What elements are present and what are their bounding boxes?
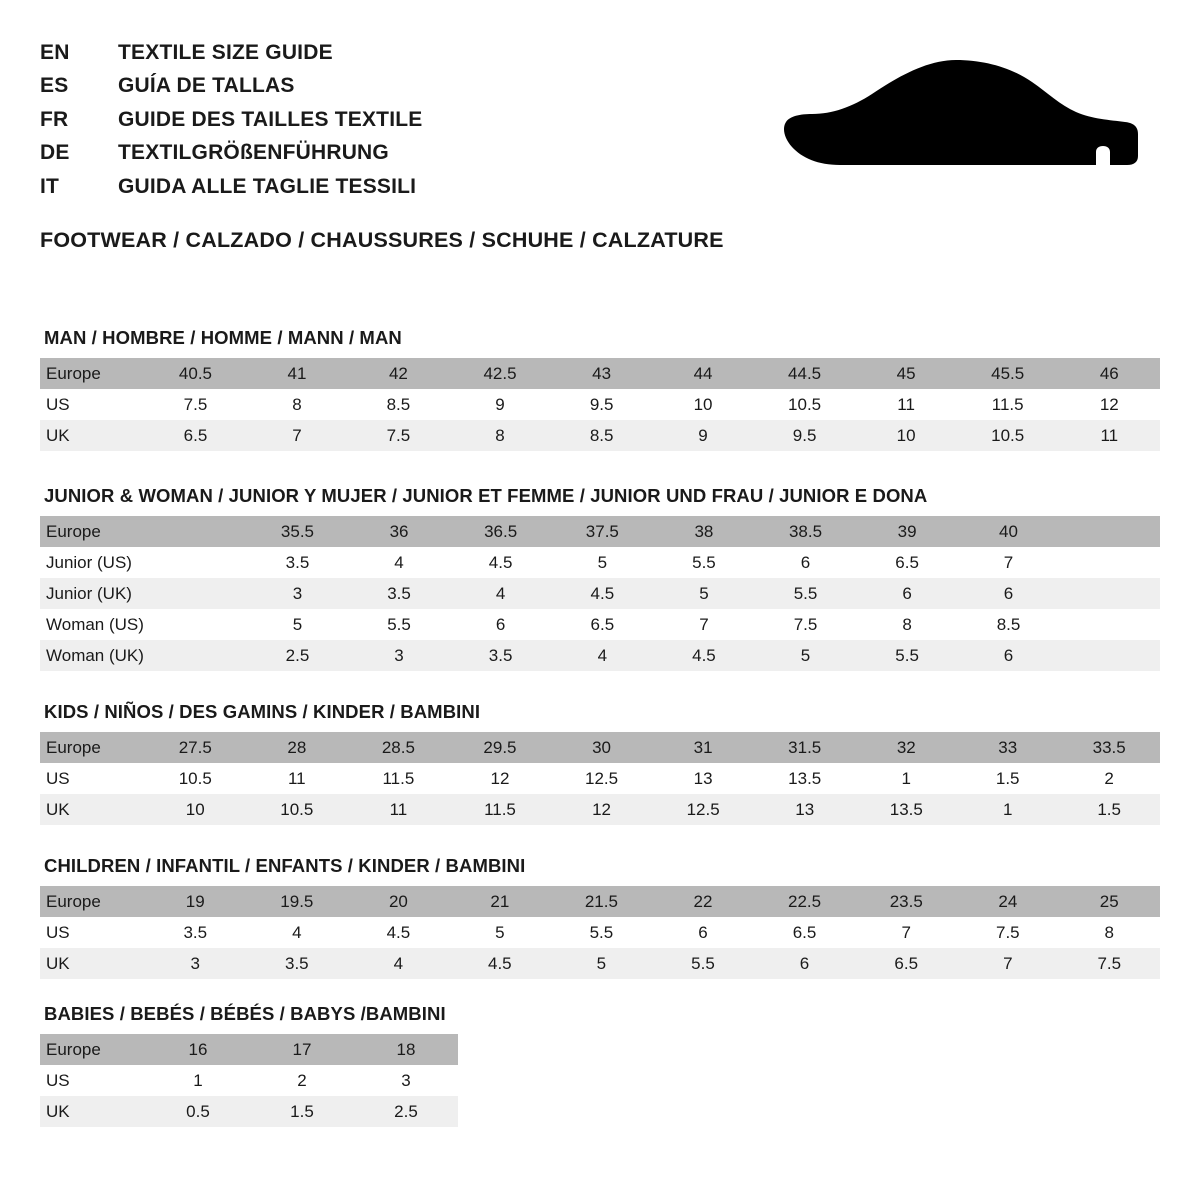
page-header <box>40 34 1160 202</box>
cell: 12 <box>551 794 653 825</box>
cell: 13 <box>652 763 754 794</box>
cell: 21 <box>449 886 550 917</box>
cell: 1.5 <box>250 1096 354 1127</box>
cell: 3.5 <box>145 917 246 948</box>
cell: 12 <box>449 763 551 794</box>
row-label: UK <box>40 794 144 825</box>
size-table-children <box>40 886 1160 979</box>
cell: 13.5 <box>856 794 958 825</box>
cell: 10.5 <box>754 389 856 420</box>
row-label: US <box>40 763 144 794</box>
cell: 8 <box>1059 917 1160 948</box>
cell: 44 <box>652 358 753 389</box>
cell: 22 <box>652 886 753 917</box>
cell: 10 <box>144 794 246 825</box>
cell: 42.5 <box>449 358 551 389</box>
cell: 13 <box>754 794 856 825</box>
table-row <box>40 547 1160 578</box>
cell: 19 <box>145 886 246 917</box>
cell: 36 <box>348 516 449 547</box>
cell: 6 <box>450 609 552 640</box>
cell: 40 <box>958 516 1059 547</box>
language-title: TEXTILGRÖßENFÜHRUNG <box>118 141 389 165</box>
cell <box>146 516 247 547</box>
cell: 1 <box>957 794 1058 825</box>
language-code: ES <box>40 74 69 98</box>
language-row <box>40 71 422 101</box>
row-label: US <box>40 1065 146 1096</box>
category-title: FOOTWEAR / CALZADO / CHAUSSURES / SCHUHE / CALZATURE <box>40 228 724 253</box>
cell: 33.5 <box>1058 732 1160 763</box>
size-table-man <box>40 358 1160 451</box>
cell: 3.5 <box>348 578 449 609</box>
cell <box>1059 516 1160 547</box>
cell: 7 <box>653 609 754 640</box>
cell: 43 <box>551 358 652 389</box>
cell: 45 <box>855 358 956 389</box>
language-title: TEXTILE SIZE GUIDE <box>118 41 333 64</box>
cell: 9.5 <box>754 420 856 451</box>
language-code: EN <box>40 41 70 64</box>
cell: 12 <box>1059 389 1160 420</box>
cell: 8.5 <box>551 420 652 451</box>
cell: 10 <box>652 389 753 420</box>
dress-shoe-icon <box>780 52 1140 202</box>
cell: 29.5 <box>449 732 551 763</box>
cell: 8 <box>449 420 551 451</box>
language-title: GUÍA DE TALLAS <box>118 74 295 98</box>
cell: 4.5 <box>449 948 550 979</box>
language-code: IT <box>40 174 60 198</box>
cell: 42 <box>348 358 449 389</box>
cell: 5.5 <box>348 609 449 640</box>
section-title: JUNIOR & WOMAN / JUNIOR Y MUJER / JUNIOR ET FEMME / JUNIOR UND FRAU / JUNIOR E DONA <box>44 485 928 507</box>
cell: 30 <box>551 732 653 763</box>
cell: 13.5 <box>754 763 856 794</box>
cell: 45.5 <box>957 358 1059 389</box>
cell: 4.5 <box>348 917 449 948</box>
cell: 2.5 <box>354 1096 458 1127</box>
cell: 39 <box>856 516 957 547</box>
cell: 6 <box>652 917 753 948</box>
cell: 27.5 <box>144 732 246 763</box>
table-row <box>40 609 1160 640</box>
language-code: FR <box>40 107 69 131</box>
row-label: Europe <box>40 1034 146 1065</box>
row-label: Woman (US) <box>40 609 146 640</box>
cell: 7.5 <box>145 389 247 420</box>
language-row <box>40 138 422 168</box>
cell: 7.5 <box>957 917 1058 948</box>
cell: 7 <box>957 948 1058 979</box>
cell <box>146 609 247 640</box>
cell: 3 <box>247 578 349 609</box>
section-babies <box>40 1003 1160 1127</box>
cell: 31 <box>652 732 754 763</box>
cell: 8 <box>246 389 347 420</box>
cell: 5 <box>449 917 550 948</box>
cell: 0.5 <box>146 1096 250 1127</box>
section-title: CHILDREN / INFANTIL / ENFANTS / KINDER / BAMBINI <box>44 855 526 877</box>
row-label: UK <box>40 420 145 451</box>
table-row <box>40 516 1160 547</box>
language-title: GUIDA ALLE TAGLIE TESSILI <box>118 174 417 198</box>
section-man <box>40 327 1160 451</box>
cell: 4 <box>348 948 449 979</box>
cell: 11 <box>1059 420 1160 451</box>
cell: 4 <box>551 640 653 671</box>
cell: 8 <box>856 609 957 640</box>
table-row <box>40 732 1160 763</box>
cell: 1.5 <box>957 763 1058 794</box>
cell: 5 <box>551 948 653 979</box>
cell <box>1059 640 1160 671</box>
cell: 19.5 <box>246 886 348 917</box>
cell: 41 <box>246 358 347 389</box>
cell: 1.5 <box>1058 794 1160 825</box>
cell: 9 <box>449 389 551 420</box>
language-title-list <box>40 34 422 202</box>
cell: 6.5 <box>856 547 957 578</box>
cell: 11 <box>348 794 450 825</box>
cell <box>146 640 247 671</box>
row-label: UK <box>40 948 145 979</box>
size-table-babies <box>40 1034 458 1127</box>
language-title: GUIDE DES TAILLES TEXTILE <box>118 107 423 131</box>
cell: 7 <box>958 547 1059 578</box>
section-junior-woman <box>40 485 1160 671</box>
cell: 4.5 <box>653 640 754 671</box>
cell: 6 <box>958 640 1059 671</box>
cell: 6 <box>856 578 957 609</box>
cell: 5 <box>247 609 349 640</box>
cell: 11 <box>855 389 956 420</box>
row-label: Europe <box>40 516 146 547</box>
table-row <box>40 1065 458 1096</box>
cell <box>1059 609 1160 640</box>
cell: 7 <box>855 917 957 948</box>
row-label: Woman (UK) <box>40 640 146 671</box>
cell: 5.5 <box>653 547 754 578</box>
cell: 12.5 <box>652 794 754 825</box>
language-code: DE <box>40 141 70 165</box>
cell: 8.5 <box>348 389 449 420</box>
cell: 21.5 <box>551 886 653 917</box>
cell: 28 <box>246 732 348 763</box>
cell: 37.5 <box>551 516 653 547</box>
table-row <box>40 794 1160 825</box>
cell: 23.5 <box>855 886 957 917</box>
row-label: US <box>40 389 145 420</box>
cell: 11 <box>246 763 348 794</box>
cell: 44.5 <box>754 358 856 389</box>
cell: 22.5 <box>754 886 856 917</box>
cell: 40.5 <box>145 358 247 389</box>
cell: 3.5 <box>246 948 348 979</box>
cell: 2 <box>250 1065 354 1096</box>
cell: 3 <box>348 640 449 671</box>
cell: 38.5 <box>755 516 857 547</box>
cell: 18 <box>354 1034 458 1065</box>
cell: 7.5 <box>1059 948 1160 979</box>
section-title: KIDS / NIÑOS / DES GAMINS / KINDER / BAMBINI <box>44 701 481 723</box>
row-label: Junior (UK) <box>40 578 146 609</box>
row-label: US <box>40 917 145 948</box>
section-title: MAN / HOMBRE / HOMME / MANN / MAN <box>44 327 402 349</box>
cell: 25 <box>1059 886 1160 917</box>
cell <box>1059 578 1160 609</box>
size-table-junior-woman <box>40 516 1160 671</box>
section-title: BABIES / BEBÉS / BÉBÉS / BABYS /BAMBINI <box>44 1003 446 1025</box>
row-label: Europe <box>40 886 145 917</box>
table-row <box>40 886 1160 917</box>
cell: 4 <box>348 547 449 578</box>
cell: 33 <box>957 732 1058 763</box>
table-row <box>40 389 1160 420</box>
cell: 2 <box>1058 763 1160 794</box>
cell: 4 <box>450 578 552 609</box>
cell: 9 <box>652 420 753 451</box>
cell: 12.5 <box>551 763 653 794</box>
row-label: UK <box>40 1096 146 1127</box>
table-row <box>40 420 1160 451</box>
table-row <box>40 763 1160 794</box>
cell: 5 <box>551 547 653 578</box>
cell: 6.5 <box>551 609 653 640</box>
cell: 32 <box>856 732 958 763</box>
cell: 28.5 <box>348 732 450 763</box>
language-row <box>40 105 422 135</box>
row-label: Europe <box>40 732 144 763</box>
cell: 5.5 <box>652 948 753 979</box>
cell <box>146 547 247 578</box>
table-row <box>40 948 1160 979</box>
table-row <box>40 578 1160 609</box>
cell: 36.5 <box>450 516 552 547</box>
cell: 24 <box>957 886 1058 917</box>
cell: 17 <box>250 1034 354 1065</box>
cell: 11.5 <box>449 794 551 825</box>
cell: 3.5 <box>450 640 552 671</box>
table-row <box>40 1096 458 1127</box>
row-label: Europe <box>40 358 145 389</box>
cell: 7 <box>246 420 347 451</box>
table-row <box>40 358 1160 389</box>
cell: 1 <box>146 1065 250 1096</box>
cell: 9.5 <box>551 389 652 420</box>
cell <box>1059 547 1160 578</box>
cell: 5 <box>653 578 754 609</box>
cell: 7.5 <box>755 609 857 640</box>
section-kids <box>40 701 1160 825</box>
size-table-kids <box>40 732 1160 825</box>
cell: 16 <box>146 1034 250 1065</box>
cell: 5.5 <box>755 578 857 609</box>
cell <box>146 578 247 609</box>
cell: 6 <box>958 578 1059 609</box>
cell: 10.5 <box>144 763 246 794</box>
cell: 8.5 <box>958 609 1059 640</box>
cell: 35.5 <box>247 516 349 547</box>
language-row <box>40 38 422 68</box>
table-row <box>40 917 1160 948</box>
cell: 7.5 <box>348 420 449 451</box>
cell: 31.5 <box>754 732 856 763</box>
cell: 10.5 <box>957 420 1059 451</box>
cell: 4.5 <box>551 578 653 609</box>
cell: 6 <box>755 547 857 578</box>
cell: 4 <box>246 917 348 948</box>
cell: 6 <box>754 948 856 979</box>
table-row <box>40 640 1160 671</box>
cell: 20 <box>348 886 449 917</box>
row-label: Junior (US) <box>40 547 146 578</box>
cell: 1 <box>856 763 958 794</box>
cell: 3 <box>354 1065 458 1096</box>
language-row <box>40 172 422 202</box>
cell: 5.5 <box>856 640 957 671</box>
cell: 11.5 <box>348 763 450 794</box>
cell: 6.5 <box>145 420 247 451</box>
cell: 10.5 <box>246 794 348 825</box>
cell: 46 <box>1059 358 1160 389</box>
section-children <box>40 855 1160 979</box>
cell: 6.5 <box>855 948 957 979</box>
cell: 4.5 <box>450 547 552 578</box>
cell: 11.5 <box>957 389 1059 420</box>
cell: 5.5 <box>551 917 653 948</box>
cell: 3.5 <box>247 547 349 578</box>
cell: 38 <box>653 516 754 547</box>
cell: 2.5 <box>247 640 349 671</box>
cell: 6.5 <box>754 917 856 948</box>
cell: 10 <box>855 420 956 451</box>
cell: 3 <box>145 948 246 979</box>
table-row <box>40 1034 458 1065</box>
cell: 5 <box>755 640 857 671</box>
